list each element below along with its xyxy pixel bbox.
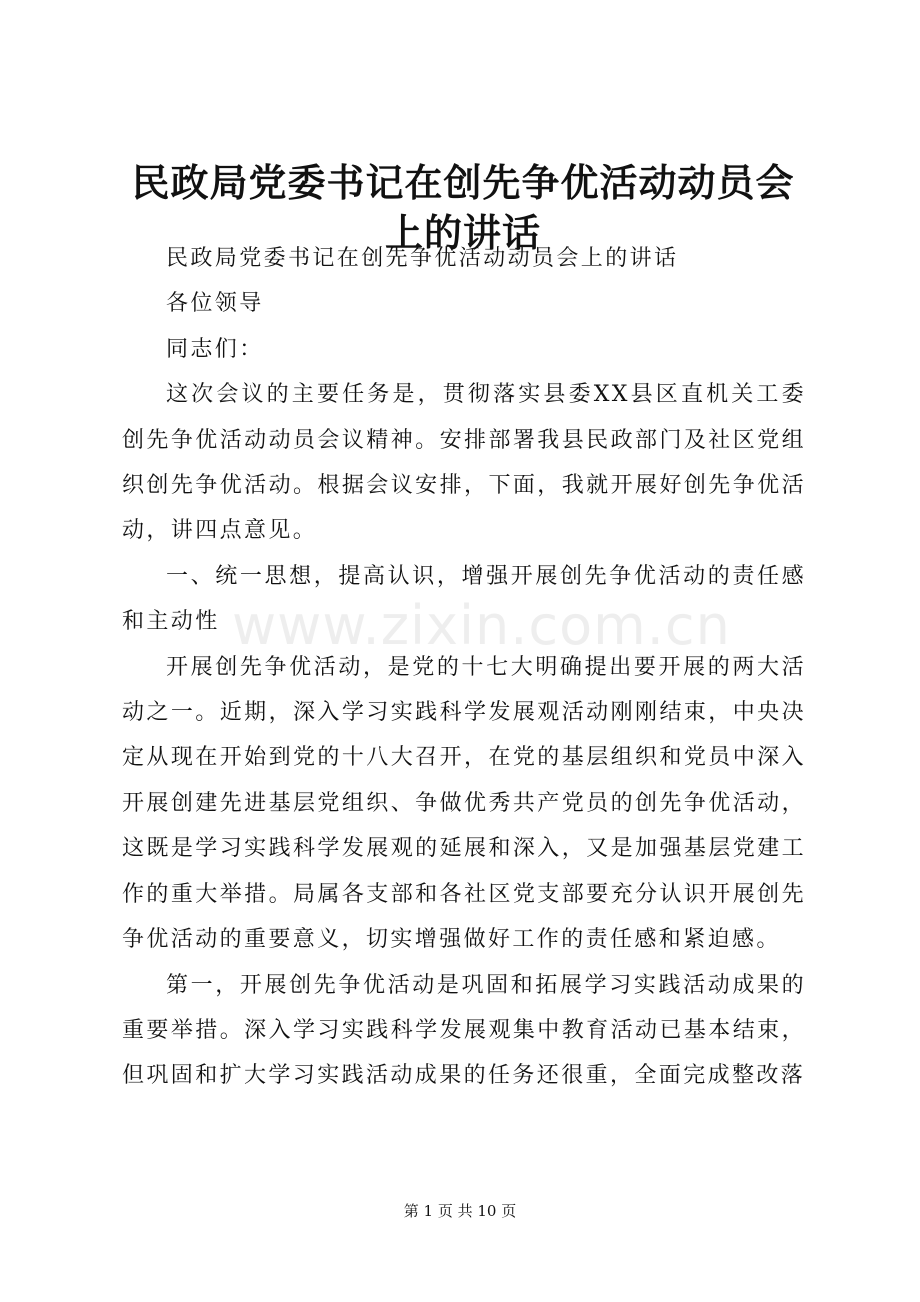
page-number-footer: 第 1 页 共 10 页: [403, 1202, 517, 1220]
paragraph-section-heading: 一、统一思想，提高认识，增强开展创先争优活动的责任感和主动性: [122, 563, 806, 635]
paragraph-subtitle: 民政局党委书记在创先争优活动动员会上的讲话: [166, 246, 679, 271]
paragraph-first-point: 第一，开展创先争优活动是巩固和拓展学习实践活动成果的重要举措。深入学习实践科学发展观集中教育活动已基本结束，但巩固和扩大学习实践活动成果的任务还很重，全面完成整改落: [122, 972, 806, 1089]
paragraph-salutation-comrades: 同志们：: [166, 336, 264, 362]
document-body: [122, 236, 806, 1099]
paragraph-activity-intro: 开展创先争优活动，是党的十七大明确提出要开展的两大活动之一。近期，深入学习实践科学发展观活动刚刚结束，中央决定从现在开始到党的十八大召开，在党的基层组织和党员中深入开展创建先进基层党组织、争做优秀共产党员的创先争优活动，这既是学习实践科学发展观的延展和深入，又是加强基层党建工作的重大举措。局属各支部和各社区党支部要充分认识开展创先争优活动的重要意义，切实增强做好工作的责任感和紧迫感。: [122, 654, 806, 953]
watermark: www.zixin.com.cn: [232, 594, 731, 657]
document-title: 民政局党委书记在创先争优活动动员会上的讲话: [131, 160, 795, 255]
paragraph-salutation-leaders: 各位领导: [166, 291, 264, 317]
paragraph-meeting-task: 这次会议的主要任务是，贯彻落实县委XX县区直机关工委创先争优活动动员会议精神。安排部署我县民政部门及社区党组织创先争优活动。根据会议安排，下面，我就开展好创先争优活动，讲四点意见。: [122, 382, 806, 544]
